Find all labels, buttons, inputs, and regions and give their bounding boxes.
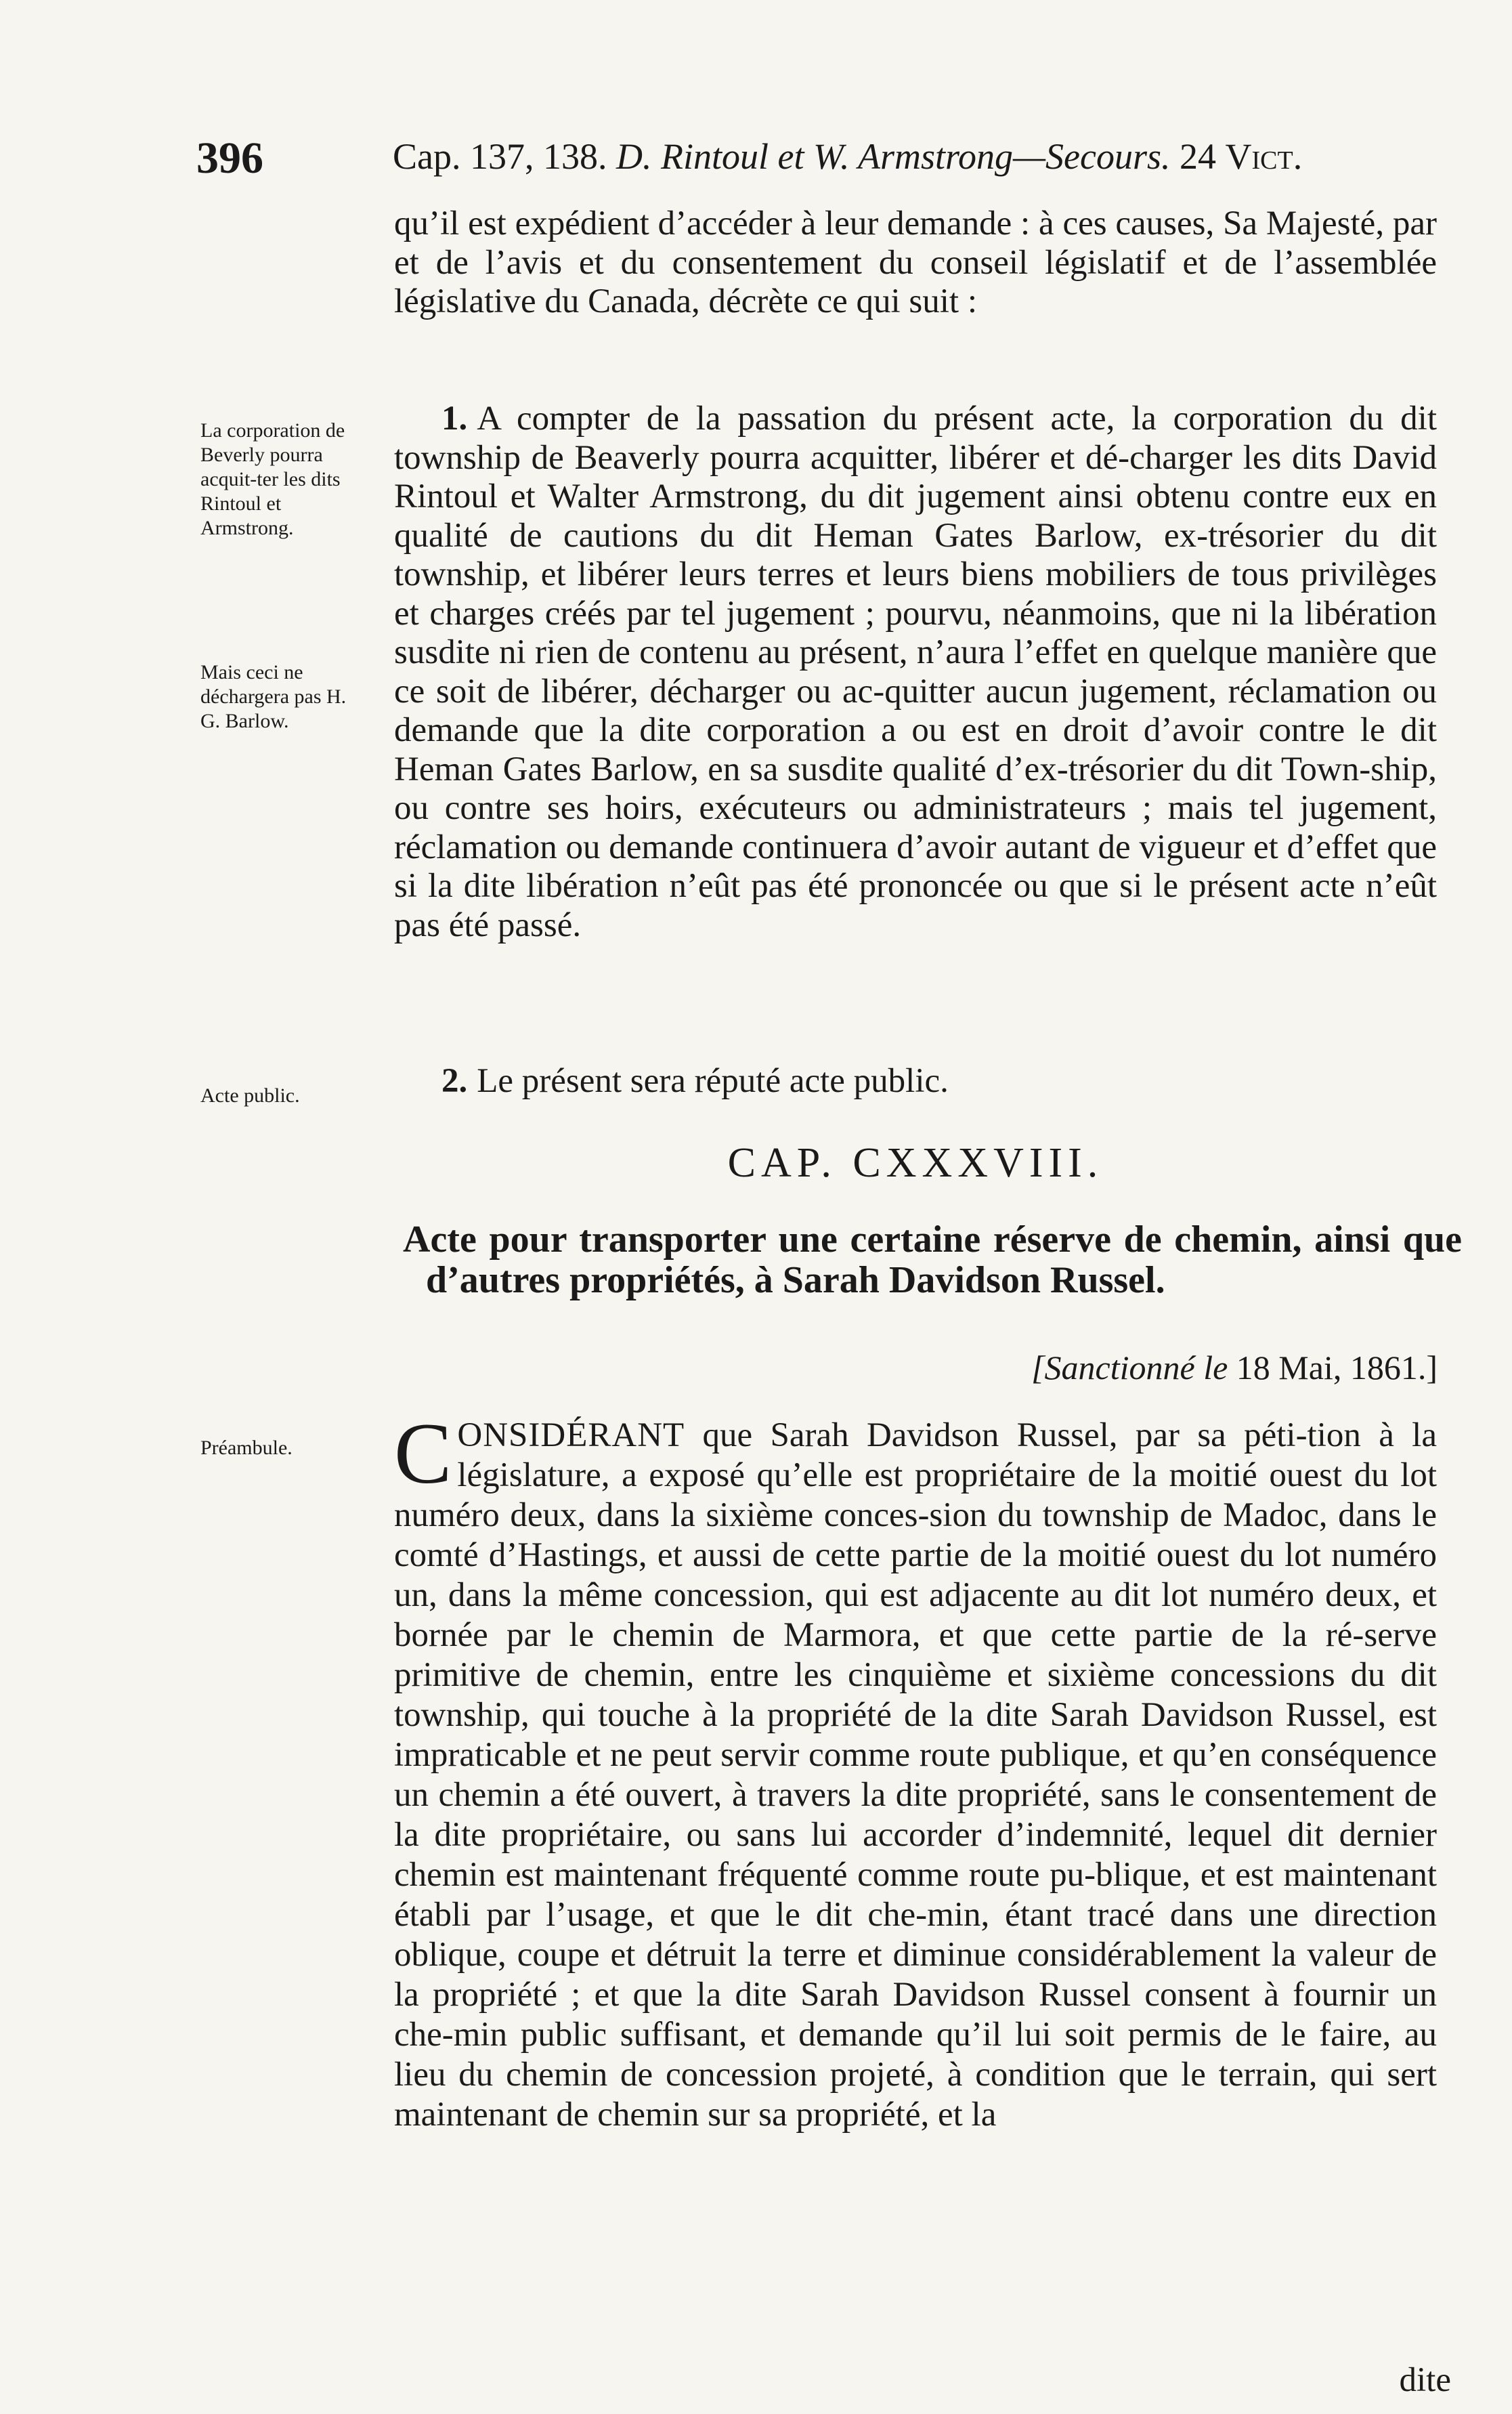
- running-title: D. Rintoul et W. Armstrong—Secours.: [616, 136, 1171, 177]
- running-header: [196, 133, 1449, 187]
- cap-reference: Cap. 137, 138.: [393, 136, 607, 177]
- intro-text: qu’il est expédient d’accéder à leur demande : à ces causes, Sa Majesté, par et de l’avis et du consentement du conseil législatif et de l’assemblée législative du Canada, décrète ce qui suit :: [394, 205, 1437, 320]
- intro-paragraph: [394, 205, 1437, 322]
- act-title: Acte pour transporter une certaine réserve de chemin, ainsi que d’autres propriétés, à Sarah Davidson Russel.: [403, 1219, 1462, 1301]
- margin-note-preambule: Préambule.: [200, 1437, 293, 1459]
- regnal-year: 24: [1180, 136, 1217, 177]
- sanction-line: [1031, 1348, 1438, 1387]
- preamble-lead-word: ONSIDÉRANT: [457, 1416, 685, 1454]
- running-head: [393, 135, 1302, 177]
- preamble-paragraph: [394, 1405, 1437, 2135]
- page-number: 396: [196, 133, 263, 183]
- section-2: [394, 1062, 1437, 1101]
- chapter-number: CAP. CXXXVIII.: [727, 1140, 1104, 1186]
- regnal-word: Vict.: [1225, 136, 1303, 177]
- section-1-text: A compter de la passation du présent acte, la corporation du dit township de Beaverly pourra acquitter, libérer et dé-charger les dits David Rintoul et Walter Armstrong, du dit jugement ainsi obtenu contre eux en qualité de cautions du dit Heman Gates Barlow, ex-trésorier du dit township, et libérer leurs terres et leurs biens mobiliers de tous privilèges et charges créés par tel jugement ; pourvu, néanmoins, que ni la libération susdite ni rien de contenu au présent, n’aura l’effet en quelque manière que ce soit de libérer, décharger ou ac-quitter aucun jugement, réclamation ou demande que la dite corporation a ou est en droit d’avoir contre le dit Heman Gates Barlow, en sa susdite qualité d’ex-trésorier du dit Town-ship, ou contre ses hoirs, exécuteurs ou administrateurs ; mais tel jugement, réclamation ou demande continuera d’avoir autant de vigueur et d’effet que si la dite libération n’eût pas été prononcée ou que si le présent acte n’eût pas été passé.: [394, 400, 1437, 944]
- section-2-number: 2.: [441, 1062, 468, 1100]
- margin-note-barlow: Mais ceci ne déchargera pas H. G. Barlow.: [200, 661, 347, 732]
- preamble-text: que Sarah Davidson Russel, par sa péti-tion à la législature, a exposé qu’elle est propriétaire de la moitié ouest du lot numéro deux, dans la sixième conces-sion du township de Madoc, dans le comté d’Hastings, et aussi de cette partie de la moitié ouest du lot numéro un, dans la même concession, qui est adjacente au dit lot numéro deux, et bornée par le chemin de Marmora, et que cette partie de la ré-serve primitive de chemin, entre les cinquième et sixième concessions du dit township, qui touche à la propriété de la dite Sarah Davidson Russel, est impraticable et ne peut servir comme route publique, et qu’en conséquence un chemin a été ouvert, à travers la dite propriété, sans le consentement de la dite propriétaire, ou sans lui accorder d’indemnité, lequel dit dernier chemin est maintenant fréquenté comme route pu-blique, et est maintenant établi par l’usage, et que le dit che-min, étant tracé dans une direction oblique, coupe et détruit la terre et diminue considérablement la valeur de la propriété ; et que la dite Sarah Davidson Russel consent à fournir un che-min public suffisant, et demande qu’il lui soit permis de le faire, au lieu du chemin de concession projeté, à condition que le terrain, qui sert maintenant de chemin sur sa propriété, et la: [394, 1416, 1437, 2134]
- section-1-number: 1.: [441, 400, 468, 438]
- section-2-text: Le présent sera réputé acte public.: [477, 1062, 949, 1100]
- sanction-date: 18 Mai, 1861.]: [1236, 1349, 1438, 1386]
- catchword: dite: [1399, 2361, 1451, 2399]
- margin-note-acte-public: Acte public.: [200, 1084, 300, 1107]
- margin-note-corporation: La corporation de Beverly pourra acquit-ter les dits Rintoul et Armstrong.: [200, 419, 345, 539]
- section-1: [394, 400, 1437, 945]
- sanction-prefix: [Sanctionné le: [1031, 1349, 1228, 1386]
- drop-cap: C: [394, 1405, 452, 1502]
